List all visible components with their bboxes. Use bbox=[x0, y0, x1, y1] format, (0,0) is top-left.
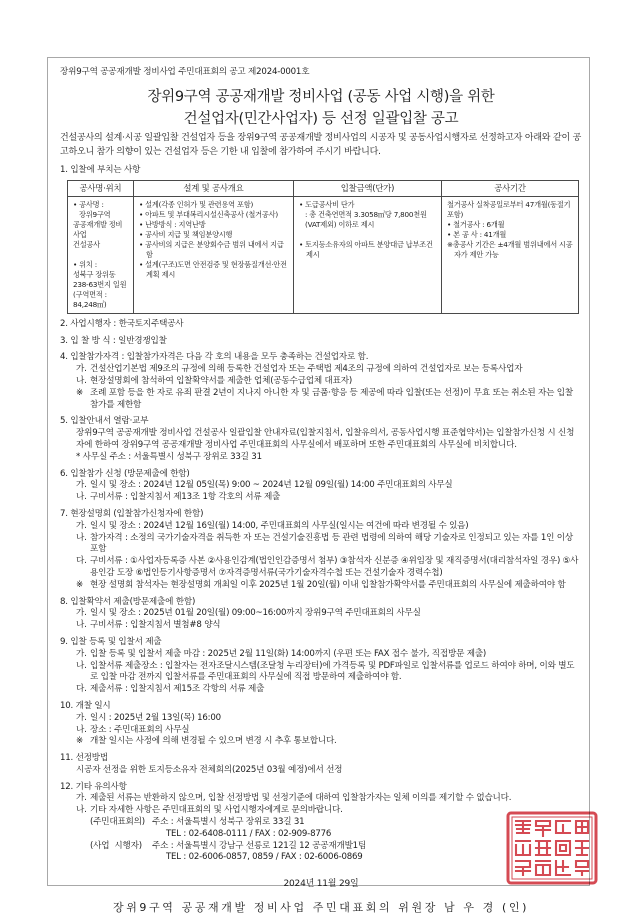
design-item: • 설계(각종 인허가 및 관련용역 포함) bbox=[139, 199, 254, 209]
section-4-heading: 4. 입찰참가자격 : 입찰참가자격은 다음 각 호의 내용을 모두 충족하는 건설업자로 함. bbox=[60, 352, 369, 363]
bid-item: • 토지등소유자의 아파트 분양대금 납부조건 제시 bbox=[299, 239, 433, 259]
project-name-line: 장위9구역 bbox=[79, 209, 111, 219]
contact-address: 주소 : 서울특별시 강남구 선릉로 121길 12 공공재개발1팀 bbox=[152, 840, 367, 851]
item-marker: 나. bbox=[76, 375, 87, 386]
item-marker: 가. bbox=[76, 648, 87, 659]
design-item: • 아파트 및 부대복리시설신축공사 (철거공사) bbox=[139, 209, 278, 219]
list-item bbox=[76, 713, 582, 725]
list-item bbox=[76, 580, 582, 592]
item-text: 일시 및 장소 : 2024년 12월 16일(월) 14:00, 주민대표회의 사무실(일시는 여건에 따라 변경될 수 있음) bbox=[90, 520, 469, 531]
section-10 bbox=[60, 701, 582, 748]
item-marker: 나. bbox=[76, 724, 87, 735]
item-marker: 나. bbox=[76, 620, 87, 631]
item-text: 건설산업기본법 제9조의 규정에 의해 등록한 건설업자 또는 주택법 제4조의 규정에 의하여 건설업자로 보는 등록사업자 bbox=[90, 364, 523, 375]
design-item: • 공사비의 지급은 분양회수금 범위 내에서 지급함 bbox=[139, 239, 284, 259]
item-text: 일시 : 2025년 2월 13일(목) 16:00 bbox=[90, 712, 221, 723]
notice-content bbox=[60, 66, 582, 915]
design-item: • 설계(구조)도면 안전검증 및 현장품질개선·안전계획 제시 bbox=[139, 259, 287, 279]
period-line: 철거공사 실착공일로부터 47개월(동절기 포함) bbox=[447, 199, 571, 219]
section-5 bbox=[60, 416, 582, 463]
item-marker: 다. bbox=[76, 684, 87, 695]
table-header-bid-amount: 입찰금액(단가) bbox=[294, 180, 442, 196]
item-marker: 다. bbox=[76, 556, 87, 567]
section-11-body: 시공자 선정을 위한 토지등소유자 전체회의(2025년 03월 예정)에서 선정 bbox=[76, 764, 343, 775]
item-text: 구비서류 : 입찰지침서 제13조 1항 각호의 서류 제출 bbox=[90, 492, 281, 503]
period-line: • 본 공 사 : 41개월 bbox=[447, 229, 507, 239]
item-text: 현장 설명회 참석자는 현장설명회 개최일 이후 2025년 1월 20일(월) 이내 입찰참가확약서를 주민대표회의 사무실에 제출하여야 함 bbox=[90, 579, 566, 590]
table-header-period: 공사기간 bbox=[442, 180, 579, 196]
section-7 bbox=[60, 509, 582, 592]
location-line: 성북구 장위동 bbox=[73, 269, 116, 279]
section-11-heading: 11. 선정방법 bbox=[60, 753, 109, 764]
item-text: 조례 포함 등을 한 자로 유죄 판결 2년이 지나지 아니한 자 및 금품·향응 등 제공에 따라 입찰(또는 선정)이 무효 또는 취소된 자는 입찰 참가를 제한함 bbox=[90, 387, 573, 410]
item-marker: 가. bbox=[76, 608, 87, 619]
contact-org: (주민대표회의) bbox=[90, 817, 145, 828]
bid-item: • 도급공사비 단가 bbox=[299, 199, 355, 209]
list-item bbox=[76, 364, 582, 376]
item-marker: 가. bbox=[76, 520, 87, 531]
spacer bbox=[73, 250, 129, 260]
item-marker: 나. bbox=[76, 660, 87, 671]
contact-tel: TEL : 02-6408-0111 / FAX : 02-909-8776 bbox=[166, 828, 332, 839]
intro-paragraph: 건설공사의 설계·시공 일괄입찰 건설업자 등을 장위9구역 공공재개발 정비사업의 시공자 및 공동사업시행자로 선정하고자 아래와 같이 공고하오니 참가 의향이 있는 건설업자 등은 기한 내 입찰에 참가하여 주시기 바랍니다. bbox=[60, 133, 582, 157]
item-text: 제출된 서류는 반환하지 않으며, 입찰 선정방법 및 선정기준에 대하여 입찰참가자는 일체 이의를 제기할 수 없습니다. bbox=[90, 793, 512, 804]
section-12-heading: 12. 기타 유의사항 bbox=[60, 781, 127, 792]
list-item bbox=[76, 684, 582, 696]
bid-item-detail: : 총 건축연면적 3.3058㎡당 7,800천원(VAT제외) 이하로 제시 bbox=[305, 209, 427, 229]
project-name-label: • 공사명 : bbox=[73, 199, 104, 209]
section-11 bbox=[60, 753, 582, 777]
list-item bbox=[76, 725, 582, 737]
title-line-1: 장위9구역 공공재개발 정비사업 (공동 사업 시행)을 위한 bbox=[147, 89, 495, 105]
notice-number: 장위9구역 공공재개발 정비사업 주민대표회의 공고 제2024-0001호 bbox=[60, 67, 310, 77]
section-6-heading: 6. 입찰참가 신청 (방문제출에 한함) bbox=[60, 468, 190, 479]
table-header-project: 공사명·위치 bbox=[68, 180, 134, 196]
spacer bbox=[299, 230, 437, 240]
section-6 bbox=[60, 469, 582, 504]
item-text: 장소 : 주민대표회의 사무실 bbox=[90, 724, 190, 735]
contact-address: 주소 : 서울특별시 성북구 장위로 33길 31 bbox=[152, 817, 305, 828]
section-10-heading: 10. 개찰 일시 bbox=[60, 700, 111, 711]
location-line: (구역면적 : 84,248㎡) bbox=[73, 289, 107, 309]
period-note: ※총공사 기간은 ±4개월 범위내에서 시공자가 제안 가능 bbox=[447, 239, 573, 259]
section-3-heading: 3. 입 찰 방 식 : 일반경쟁입찰 bbox=[60, 335, 167, 346]
contact-tel: TEL : 02-6006-0857, 0859 / FAX : 02-6006-0869 bbox=[166, 852, 363, 863]
item-marker: 나. bbox=[76, 492, 87, 503]
item-text: 제출서류 : 입찰지침서 제15조 각항의 서류 제출 bbox=[90, 684, 265, 695]
item-text: 참가자격 : 소정의 국가기술자격을 취득한 자 또는 건설기술진흥법 등 관련 법령에 의하여 해당 기술자로 인정되고 있는 자를 1인 이상 포함 bbox=[90, 532, 573, 555]
section-12 bbox=[60, 782, 582, 865]
notice-date: 2024년 11월 29일 bbox=[283, 879, 359, 890]
item-text: 구비서류 : 입찰지침서 별첨#8 양식 bbox=[90, 620, 221, 631]
section-9-heading: 9. 입찰 등록 및 입찰서 제출 bbox=[60, 636, 162, 647]
section-8 bbox=[60, 597, 582, 632]
period-line: • 철거공사 : 6개월 bbox=[447, 219, 505, 229]
list-item bbox=[76, 649, 582, 661]
table-row bbox=[68, 196, 579, 313]
official-seal bbox=[506, 811, 598, 885]
title-line-2: 건설업자(민간사업자) 등 선정 일괄입찰 공고 bbox=[183, 111, 459, 127]
design-item: • 공사비 지급 및 책임분양시행 bbox=[139, 229, 233, 239]
list-item bbox=[76, 608, 582, 620]
item-text: 개찰 일시는 사정에 의해 변경될 수 있으며 변경 시 추후 통보합니다. bbox=[90, 736, 337, 747]
bid-items-table bbox=[67, 180, 579, 314]
item-marker: 가. bbox=[76, 712, 87, 723]
design-item: • 난방방식 : 지역난방 bbox=[139, 219, 206, 229]
list-item bbox=[76, 533, 582, 557]
cell-project-location bbox=[68, 196, 134, 313]
item-text: 구비서류 : ①사업자등록증 사본 ②사용인감계(법인인감증명서 첨부) ③참석자 신분증 ④위임장 및 재직증명서(대리참석자일 경우) ⑤사용인감 도장 ⑥법인등기사항증명서 ⑦자격증명서류(국가기술자격수첩 또는 건설기술자 경력수첩) bbox=[90, 556, 579, 578]
list-item bbox=[76, 556, 582, 580]
location-line: 238-63번지 일원 bbox=[73, 279, 127, 289]
project-name-line: 공공재개발 정비사업 bbox=[73, 219, 123, 239]
section-4 bbox=[60, 352, 582, 411]
list-item bbox=[76, 736, 582, 748]
location-label: • 위치 : bbox=[73, 259, 97, 269]
contact-org: (사업 시행자) bbox=[90, 840, 142, 851]
item-marker: 나. bbox=[76, 532, 87, 543]
section-2-heading: 2. 사업시행자 : 한국토지주택공사 bbox=[60, 318, 184, 329]
item-marker: ※ bbox=[76, 736, 84, 747]
item-text: 입찰 등록 및 입찰서 제출 마감 : 2025년 2월 11일(화) 14:00까지 (우편 또는 FAX 접수 불가, 직접방문 제출) bbox=[90, 648, 487, 659]
section-1-heading: 1. 입찰에 부치는 사항 bbox=[60, 165, 141, 175]
item-marker: 가. bbox=[76, 480, 87, 491]
list-item bbox=[76, 492, 582, 504]
item-marker: ※ bbox=[76, 579, 84, 590]
project-name-line: 건설공사 bbox=[73, 239, 100, 249]
item-text: 현장설명회에 참석하여 입찰확약서를 제출한 업체(공동수급업체 대표자) bbox=[90, 375, 353, 386]
item-marker: 가. bbox=[76, 793, 87, 804]
list-item bbox=[76, 793, 582, 805]
office-address-note: * 사무실 주소 : 서울특별시 성북구 장위로 33길 31 bbox=[76, 451, 262, 462]
list-item bbox=[76, 521, 582, 533]
section-9 bbox=[60, 637, 582, 696]
list-item bbox=[76, 661, 582, 685]
section-5-body: 장위9구역 공공재개발 정비사업 건설공사 일괄입찰 안내자료(입찰지침서, 입찰유의서, 공동사업시행 표준협약서)는 입찰참가신청 시 신청자에 한하여 장위9구역 공공재개발 정비사업 주민대표회의 사무실에서 배포하며 또한 주민대표회의 사무실에 비치합니다. bbox=[76, 428, 575, 450]
cell-design-overview bbox=[134, 196, 294, 313]
item-text: 일시 및 장소 : 2024년 12월 05일(목) 9:00 ~ 2024년 12월 09일(월) 14:00 주민대표회의 사무실 bbox=[90, 480, 453, 491]
list-item bbox=[76, 480, 582, 492]
signature-line: 장위9구역 공공재개발 정비사업 주민대표회의 위원장 남 우 경 (인) bbox=[112, 901, 530, 915]
item-text: 기타 자세한 사항은 주민대표회의 및 사업시행자에게로 문의바랍니다. bbox=[90, 805, 343, 816]
list-item bbox=[76, 388, 582, 412]
table-header-row bbox=[68, 180, 579, 196]
item-marker: 나. bbox=[76, 805, 87, 816]
item-marker: 가. bbox=[76, 364, 87, 375]
item-text: 일시 및 장소 : 2025년 01월 20일(월) 09:00~16:00까지 장위9구역 주민대표회의 사무실 bbox=[90, 608, 421, 619]
section-8-heading: 8. 입찰확약서 제출(방문제출에 한함) bbox=[60, 596, 196, 607]
table-header-design: 설계 및 공사개요 bbox=[134, 180, 294, 196]
cell-construction-period bbox=[442, 196, 579, 313]
item-text: 입찰서류 제출장소 : 입찰자는 전자조달시스템(조달청 누리장터)에 가격등록 및 PDF파일로 입찰서류를 업로드 하여야 하며, 이와 별도로 입찰 마감 전까지 입찰서류를 주민대표회의 사무실에 직접 방문하여 제출하여야 함. bbox=[90, 660, 575, 683]
section-5-heading: 5. 입찰안내서 열람·교부 bbox=[60, 416, 149, 427]
cell-bid-amount bbox=[294, 196, 442, 313]
list-item bbox=[76, 620, 582, 632]
item-marker: ※ bbox=[76, 387, 84, 398]
list-item bbox=[76, 376, 582, 388]
section-7-heading: 7. 현장설명회 (입찰참가신청자에 한함) bbox=[60, 508, 204, 519]
